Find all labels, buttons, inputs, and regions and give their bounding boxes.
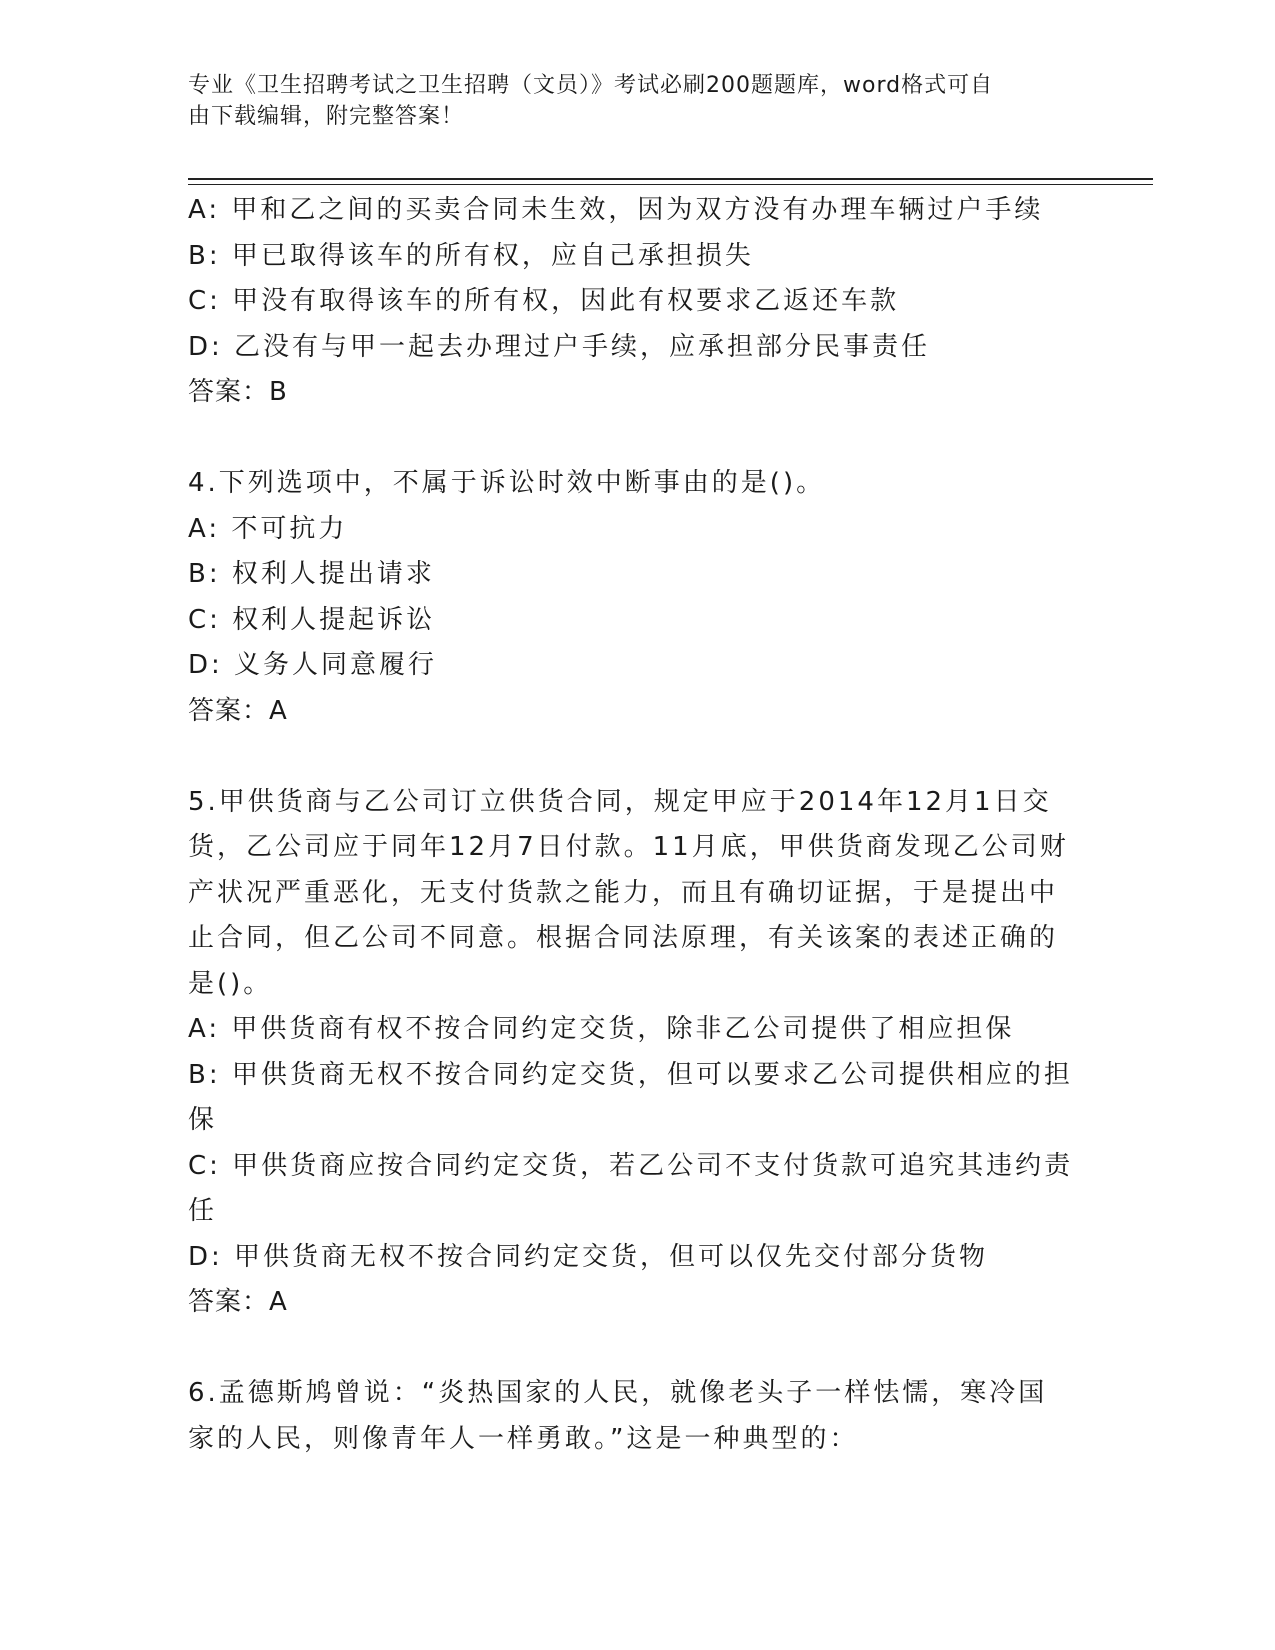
header-divider-thin	[188, 184, 1153, 185]
question-5	[188, 780, 1088, 1326]
q3-option-a: A: 甲和乙之间的买卖合同未生效，因为双方没有办理车辆过户手续	[188, 195, 1044, 225]
header-divider-thick	[188, 178, 1153, 180]
q4-option-b: B: 权利人提出请求	[188, 559, 435, 589]
q5-option-d: D: 甲供货商无权不按合同约定交货，但可以仅先交付部分货物	[188, 1241, 989, 1272]
q4-option-a: A: 不可抗力	[188, 513, 348, 544]
q5-option-c-line-2: 任	[188, 1196, 218, 1226]
q5-answer: 答案：A	[188, 1287, 288, 1317]
q6-stem-line-1: 6.孟德斯鸠曾说：“炎热国家的人民，就像老头子一样怯懦，寒冷国	[188, 1378, 1048, 1408]
q5-option-a: A: 甲供货商有权不按合同约定交货，除非乙公司提供了相应担保	[188, 1014, 1015, 1044]
q5-stem-line-4: 止合同，但乙公司不同意。根据合同法原理，有关该案的表述正确的	[188, 923, 1059, 953]
q3-option-b: B: 甲已取得该车的所有权，应自己承担损失	[188, 240, 754, 271]
q4-answer: 答案：A	[188, 695, 288, 726]
question-list	[188, 188, 1088, 1462]
q5-stem-line-3: 产状况严重恶化，无支付货款之能力，而且有确切证据，于是提出中	[188, 877, 1059, 908]
document-header	[188, 70, 1068, 132]
q5-stem-line-5: 是()。	[188, 968, 273, 999]
q5-stem-line-2: 货，乙公司应于同年12月7日付款。11月底，甲供货商发现乙公司财	[188, 832, 1069, 862]
q5-stem-line-1: 5.甲供货商与乙公司订立供货合同，规定甲应于2014年12月1日交	[188, 786, 1052, 817]
q5-option-b-line-1: B: 甲供货商无权不按合同约定交货，但可以要求乙公司提供相应的担	[188, 1059, 1073, 1090]
q6-stem-line-2: 家的人民，则像青年人一样勇敢。”这是一种典型的：	[188, 1423, 859, 1454]
q3-option-c: C: 甲没有取得该车的所有权，因此有权要求乙返还车款	[188, 286, 900, 316]
question-4	[188, 461, 1088, 734]
q4-stem: 4.下列选项中，不属于诉讼时效中断事由的是()。	[188, 468, 826, 498]
q5-option-b-line-2: 保	[188, 1105, 218, 1135]
q5-option-c-line-1: C: 甲供货商应按合同约定交货，若乙公司不支付货款可追究其违约责	[188, 1150, 1074, 1181]
question-6	[188, 1371, 1088, 1462]
q4-option-c: C: 权利人提起诉讼	[188, 604, 436, 635]
q3-answer: 答案：B	[188, 377, 288, 407]
q4-option-d: D: 义务人同意履行	[188, 650, 438, 680]
question-spacer	[188, 1326, 1088, 1372]
question-spacer	[188, 416, 1088, 462]
header-title-line-2: 由下载编辑，附完整答案！	[188, 104, 465, 129]
question-spacer	[188, 734, 1088, 780]
header-title-line-1: 专业《卫生招聘考试之卫生招聘（文员）》考试必刷200题题库，word格式可自	[188, 73, 994, 98]
question-3	[188, 188, 1088, 416]
q3-option-d: D: 乙没有与甲一起去办理过户手续，应承担部分民事责任	[188, 331, 931, 362]
